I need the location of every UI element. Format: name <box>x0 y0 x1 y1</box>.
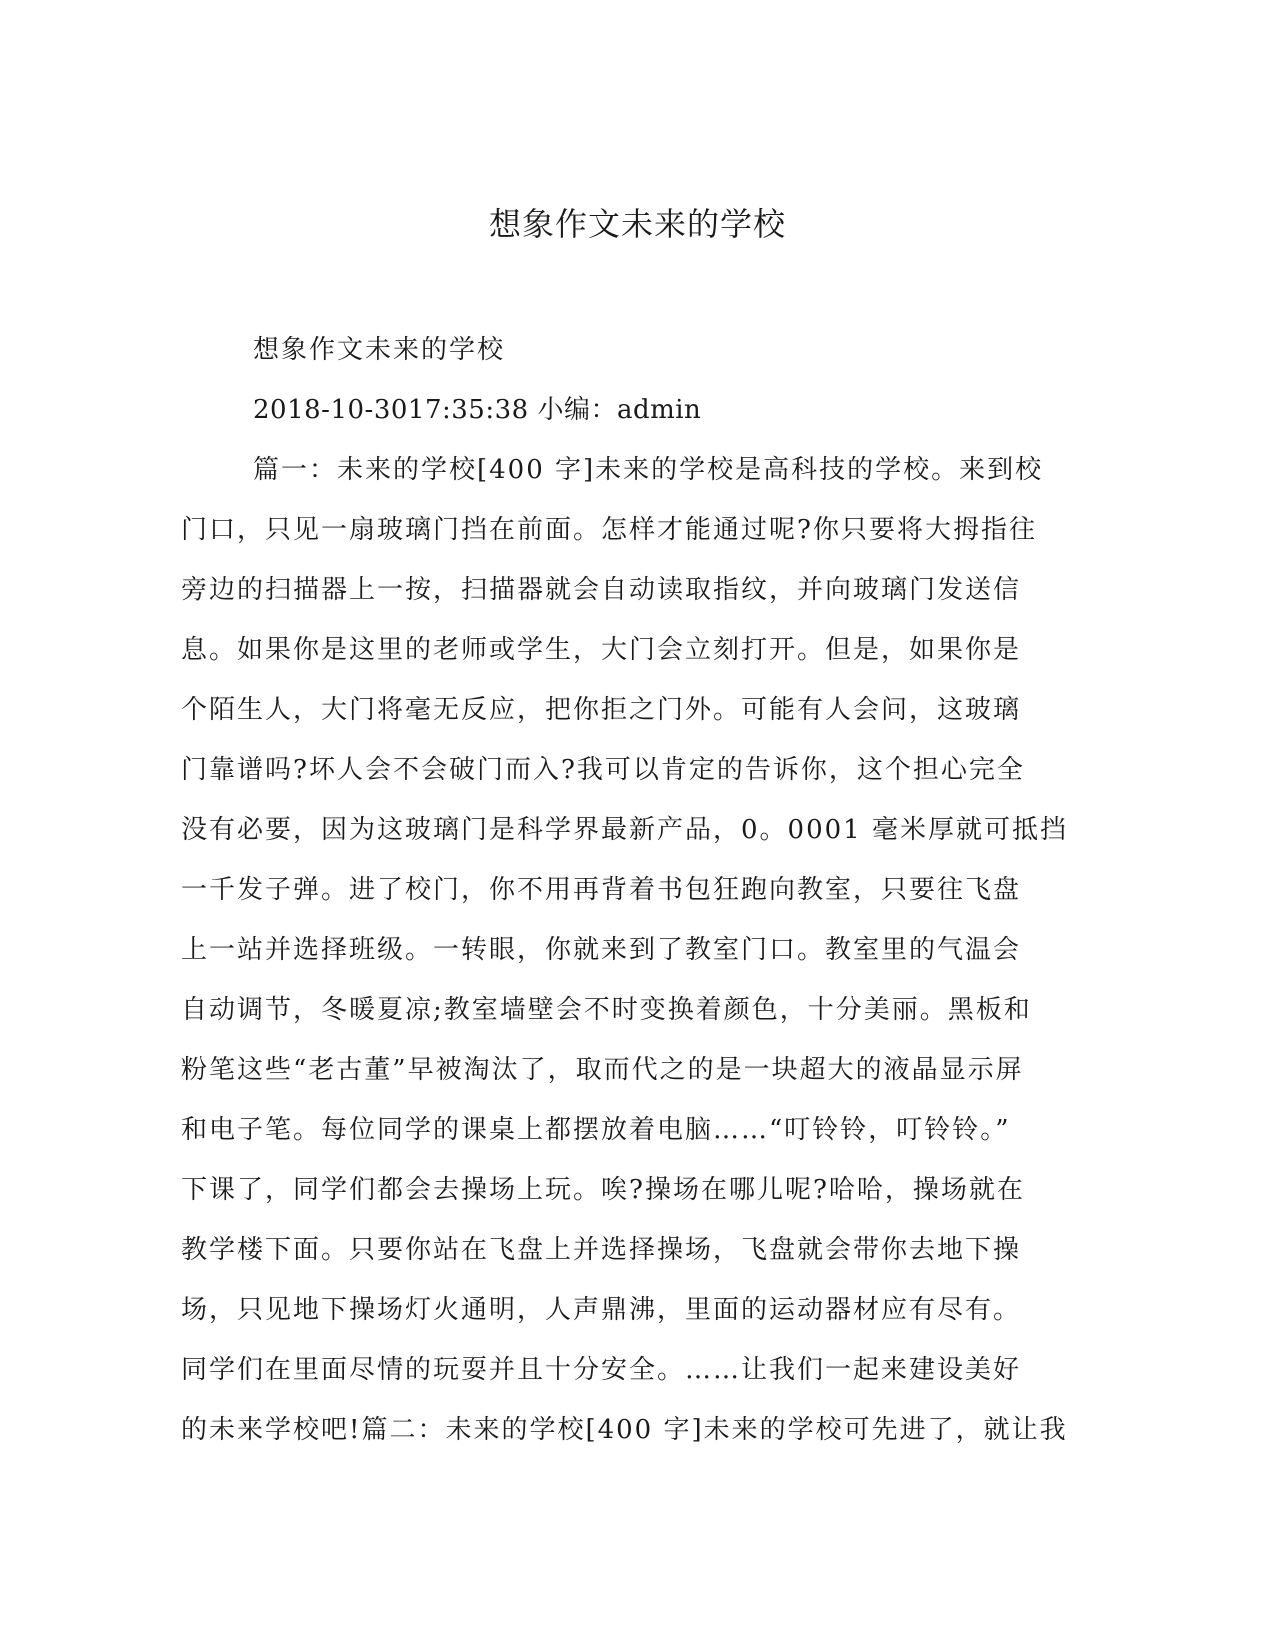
paragraph-line: 的未来学校吧!篇二：未来的学校[400 字]未来的学校可先进了，就让我 <box>181 1415 1068 1445</box>
paragraph-line: 下课了，同学们都会去操场上玩。唉?操场在哪儿呢?哈哈，操场就在 <box>181 1175 1025 1205</box>
subtitle: 想象作文未来的学校 <box>253 335 506 365</box>
paragraph-line: 教学楼下面。只要你站在飞盘上并选择操场，飞盘就会带你去地下操 <box>181 1235 1022 1265</box>
paragraph-line: 同学们在里面尽情的玩耍并且十分安全。……让我们一起来建设美好 <box>181 1355 1022 1385</box>
paragraph-line: 个陌生人，大门将毫无反应，把你拒之门外。可能有人会问，这玻璃 <box>181 695 1022 725</box>
paragraph-line: 自动调节，冬暖夏凉;教室墙壁会不时变换着颜色，十分美丽。黑板和 <box>181 995 1032 1025</box>
paragraph-line: 门口，只见一扇玻璃门挡在前面。怎样才能通过呢?你只要将大拇指往 <box>181 515 1037 545</box>
paragraph-line: 上一站并选择班级。一转眼，你就来到了教室门口。教室里的气温会 <box>181 935 1022 965</box>
paragraph-line: 和电子笔。每位同学的课桌上都摆放着电脑……“叮铃铃，叮铃铃。” <box>181 1115 1011 1145</box>
paragraph-line: 一千发子弹。进了校门，你不用再背着书包狂跑向教室，只要往飞盘 <box>181 875 1022 905</box>
paragraph-line: 旁边的扫描器上一按，扫描器就会自动读取指纹，并向玻璃门发送信 <box>181 575 1022 605</box>
page-title: 想象作文未来的学校 <box>488 205 786 243</box>
meta-line: 2018-10-3017:35:38 小编：admin <box>253 395 702 425</box>
paragraph-line: 场，只见地下操场灯火通明，人声鼎沸，里面的运动器材应有尽有。 <box>181 1295 1022 1325</box>
paragraph-line: 门靠谱吗?坏人会不会破门而入?我可以肯定的告诉你，这个担心完全 <box>181 755 1025 785</box>
paragraph-line: 篇一：未来的学校[400 字]未来的学校是高科技的学校。来到校 <box>253 455 1044 485</box>
paragraph-line: 息。如果你是这里的老师或学生，大门会立刻打开。但是，如果你是 <box>181 635 1022 665</box>
document-body <box>181 320 1068 1460</box>
paragraph-line: 粉笔这些“老古董”早被淘汰了，取而代之的是一块超大的液晶显示屏 <box>181 1055 1024 1085</box>
paragraph-line: 没有必要，因为这玻璃门是科学界最新产品，0。0001 毫米厚就可抵挡 <box>181 815 1068 845</box>
